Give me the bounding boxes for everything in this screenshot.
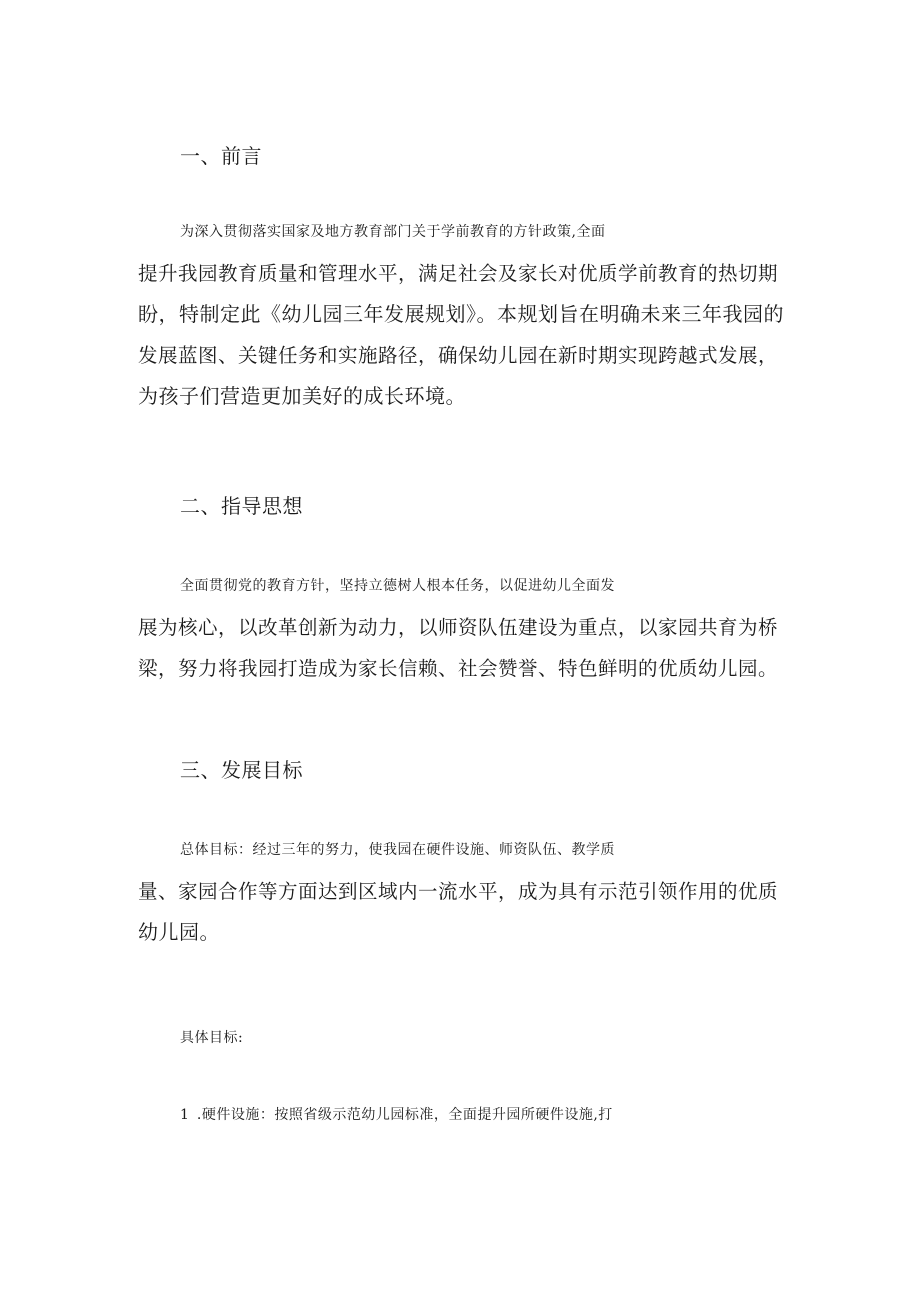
text-line: 1 .硬件设施：按照省级示范幼儿园标准，全面提升园所硬件设施,打 (180, 1107, 613, 1123)
text-line: 展为核心，以改革创新为动力，以师资队伍建设为重点，以家园共育为桥 (138, 616, 779, 639)
text-line: 幼儿园。 (138, 920, 220, 944)
specific-goal-item-1 (138, 1095, 788, 1136)
specific-goals-label (138, 1018, 788, 1059)
text-line: 盼，特制定此《幼儿园三年发展规划》。本规划旨在明确未来三年我园的 (138, 302, 784, 326)
paragraph-overall-goal (138, 830, 788, 953)
text-line: 量、家园合作等方面达到区域内一流水平，成为具有示范引领作用的优质 (138, 880, 779, 903)
text-line: 具体目标: (180, 1030, 244, 1046)
text-line: 为深入贯彻落实国家及地方教育部门关于学前教育的方针政策,全面 (180, 224, 606, 240)
section-heading-guiding: 二、指导思想 (180, 494, 303, 518)
text-line: 全面贯彻党的教育方针，坚持立德树人根本任务，以促进幼儿全面发 (180, 578, 615, 594)
paragraph-preface (138, 212, 788, 417)
text-line: 为孩子们营造更加美好的成长环境。 (138, 384, 466, 408)
paragraph-guiding (138, 566, 788, 689)
section-heading-preface: 一、前言 (180, 144, 262, 168)
text-line: 总体目标：经过三年的努力，使我园在硬件设施、师资队伍、教学质 (180, 842, 615, 858)
text-line: 发展蓝图、关键任务和实施路径，确保幼儿园在新时期实现跨越式发展， (138, 344, 779, 367)
text-line: 梁，努力将我园打造成为家长信赖、社会赞誉、特色鲜明的优质幼儿园。 (138, 657, 779, 680)
section-heading-goals: 三、发展目标 (180, 758, 303, 782)
text-line: 提升我园教育质量和管理水平，满足社会及家长对优质学前教育的热切期 (138, 262, 779, 285)
